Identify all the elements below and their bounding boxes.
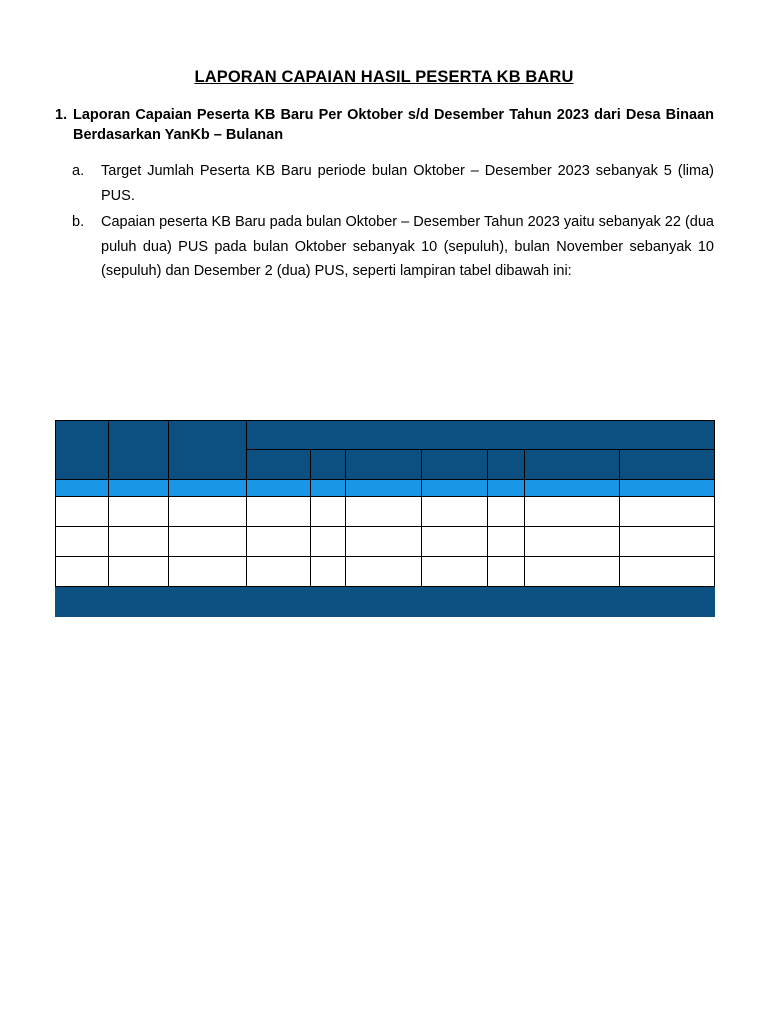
table-cell [346, 497, 422, 527]
table-header-cell [247, 450, 311, 480]
section-heading [55, 105, 714, 145]
table-cell [488, 557, 525, 587]
table-cell [311, 497, 346, 527]
table-cell [247, 557, 311, 587]
table-header-cell [109, 421, 169, 480]
table-header-cell [488, 450, 525, 480]
table-header-cell [346, 450, 422, 480]
table-header-cell [422, 450, 488, 480]
table-cell [56, 497, 109, 527]
table-cell [346, 527, 422, 557]
table-header-cell [525, 450, 620, 480]
table-row [56, 527, 715, 557]
list-item [55, 159, 714, 208]
table-cell [422, 480, 488, 497]
table-cell [56, 527, 109, 557]
table-cell [169, 557, 247, 587]
table-cell [525, 497, 620, 527]
list-item [55, 210, 714, 284]
table-header-cell [620, 450, 715, 480]
table-cell [488, 527, 525, 557]
item-text: Capaian peserta KB Baru pada bulan Oktober – Desember Tahun 2023 yaitu sebanyak 22 (dua puluh dua) PUS pada bulan Oktober sebanyak 10 (sepuluh), bulan November sebanyak 10 (sepuluh) dan Desember 2 (dua) PUS, seperti lampiran tabel dibawah ini: [101, 214, 714, 279]
table-cell [346, 480, 422, 497]
table-row [56, 497, 715, 527]
table-cell [488, 480, 525, 497]
table-cell [311, 527, 346, 557]
table-header-cell [56, 421, 109, 480]
item-marker: b. [72, 214, 85, 230]
section-heading-text: Laporan Capaian Peserta KB Baru Per Oktober s/d Desember Tahun 2023 dari Desa Binaan Berdasarkan YanKb – Bulanan [73, 107, 714, 143]
report-section [55, 105, 714, 286]
table-cell [311, 557, 346, 587]
table-cell [346, 557, 422, 587]
table-cell [109, 480, 169, 497]
table-cell [620, 557, 715, 587]
table-row [56, 557, 715, 587]
table-total-row [56, 587, 715, 617]
section-number: 1. [55, 107, 68, 123]
table-cell [488, 497, 525, 527]
table-cell [109, 497, 169, 527]
table-cell [56, 480, 109, 497]
item-text: Target Jumlah Peserta KB Baru periode bulan Oktober – Desember 2023 sebanyak 5 (lima) PUS. [101, 163, 714, 204]
table-cell [169, 497, 247, 527]
table-cell [169, 527, 247, 557]
table-cell [311, 480, 346, 497]
table-cell [422, 557, 488, 587]
table-cell [620, 480, 715, 497]
table-cell [525, 527, 620, 557]
item-list [55, 159, 714, 284]
table-cell [247, 497, 311, 527]
table-cell [620, 527, 715, 557]
table-header-row [56, 421, 715, 450]
table-cell [247, 527, 311, 557]
table-cell [247, 480, 311, 497]
table-cell [525, 557, 620, 587]
table-cell [422, 527, 488, 557]
item-marker: a. [72, 163, 85, 179]
table-column-number-row [56, 480, 715, 497]
table-cell [109, 557, 169, 587]
table-cell [56, 557, 109, 587]
table-header-group-cell [247, 421, 715, 450]
page-title: LAPORAN CAPAIAN HASIL PESERTA KB BARU [194, 68, 574, 86]
table-cell [620, 497, 715, 527]
table-cell [525, 480, 620, 497]
table-cell [422, 497, 488, 527]
report-table [55, 420, 714, 619]
table-total-cell [56, 587, 715, 617]
table-header-cell [311, 450, 346, 480]
table-cell [109, 527, 169, 557]
table-cell [169, 480, 247, 497]
table-header-cell [169, 421, 247, 480]
